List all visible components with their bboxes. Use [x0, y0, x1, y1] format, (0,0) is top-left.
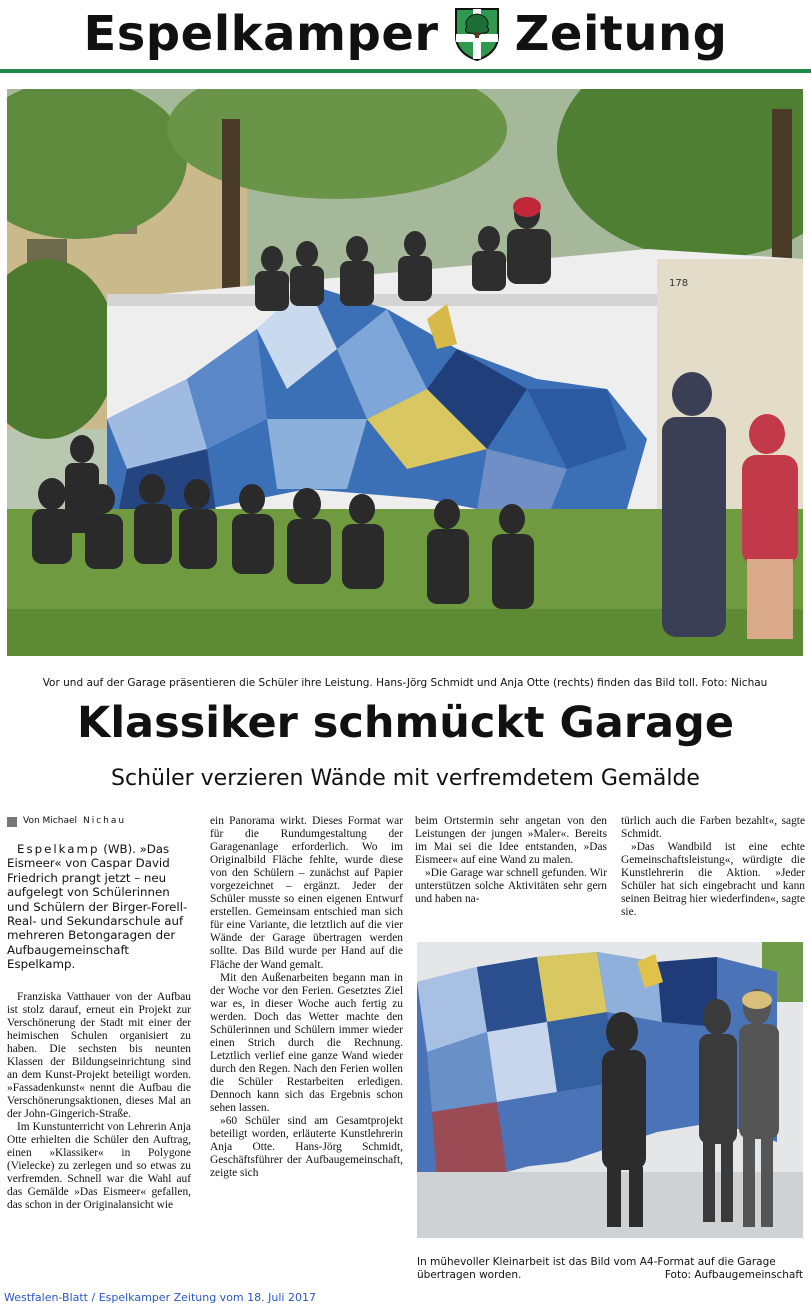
second-photo-credit: Foto: Aufbaugemeinschaft	[664, 1269, 803, 1281]
paragraph: Mit den Außenarbeiten begann man in der Woche vor den Ferien. Gesetztes Ziel war es, in dieser Woche auch fertig zu werden. Doch das Wetter machte den Schülerinnen und Schülern immer wieder einen Strich durch die Rechnung. Letztlich verlief eine ganze Wand wieder durch den Regen. Nach den Ferien wollen die Schüler Restarbeiten erledigen. Dennoch kann sich das Ergebnis schon sehen lassen.	[210, 971, 403, 1115]
paragraph: beim Ortstermin sehr angetan von den Leistungen der jungen »Maler«. Bereits im Mai sei die Idee entstanden, »Das Eismeer« auf eine Wand zu malen.	[415, 815, 607, 867]
lead-text: (WB). »Das Eismeer« von Caspar David Friedrich prangt jetzt – neu aufgelegt von Schülerinnen und Schülern der Birger-Forell-Real- und Sekundarschule auf mehreren Betongaragen der Aufbaugemeinschaft Espelkamp.	[7, 842, 188, 972]
paragraph: »Die Garage war schnell gefunden. Wir unterstützen solche Aktivitäten sehr gern und haben na-	[415, 867, 607, 906]
article-subheadline: Schüler verzieren Wände mit verfremdetem Gemälde	[111, 766, 700, 791]
byline	[7, 815, 191, 828]
second-photo-caption-text: In mühevoller Kleinarbeit ist das Bild vom A4-Format auf die Garage übertragen worden.	[417, 1256, 776, 1281]
main-photo-caption: Vor und auf der Garage präsentieren die Schüler ihre Leistung. Hans-Jörg Schmidt und Anja Otte (rechts) finden das Bild toll. Foto: Nichau	[42, 677, 768, 689]
article-column-1	[7, 815, 191, 1213]
masthead	[0, 0, 811, 68]
paragraph: Im Kunstunterricht von Lehrerin Anja Otte erhielten die Schüler den Auftrag, einen »Klassiker« in Polygone (Vielecke) zu zerlegen und so etwas zu verfremden. Schnell war die Wahl auf das Gemälde »Das Eismeer« gefallen, das schon in der Originalansicht wie	[7, 1121, 191, 1212]
paragraph: ein Panorama wirkt. Dieses Format war für die Rundumgestaltung der Garagenanlage erforderlich. Wo im Originalbild Fläche fehlte, wurde diese von den Schülern – zunächst auf Papier vorgezeichnet – ergänzt. Jeder der Schüler musste so einen eigenen Entwurf erstellen. Gemeinsam entschied man sich für eine Variante, die letztlich auf die vier Wände der Garage übertragen werden sollte. Das Bild wurde per Hand auf die Fläche der Wand gemalt.	[210, 815, 403, 971]
article-column-3	[415, 815, 607, 906]
paragraph: türlich auch die Farben bezahlt«, sagte Schmidt.	[621, 815, 805, 841]
article-column-2	[210, 815, 403, 1180]
source-footer: Westfalen-Blatt / Espelkamper Zeitung vom 18. Juli 2017	[4, 1291, 316, 1304]
masthead-left-word: Espelkamper	[83, 6, 439, 62]
paragraph: »60 Schüler sind am Gesamtprojekt beteiligt worden, erläuterte Kunstlehrerin Anja Otte. Hans-Jörg Schmidt, Geschäftsführer der Aufbaugemeinschaft, zeigte sich	[210, 1115, 403, 1180]
second-photo	[417, 942, 803, 1238]
dateline: Espelkamp	[17, 842, 100, 857]
main-photo-illustration	[7, 89, 803, 656]
masthead-rule	[0, 69, 811, 73]
byline-square-icon	[7, 817, 17, 827]
second-photo-caption	[417, 1256, 803, 1282]
masthead-right-word: Zeitung	[514, 6, 728, 62]
byline-name: Nichau	[83, 816, 127, 826]
second-photo-illustration	[417, 942, 803, 1238]
article-headline: Klassiker schmückt Garage	[77, 698, 734, 748]
town-crest-icon	[453, 6, 501, 62]
garage-number: 178	[669, 278, 689, 289]
paragraph: Franziska Vatthauer von der Aufbau ist stolz darauf, erneut ein Projekt zur Verschönerung der Stadt mit einer der heimischen Schulen organisiert zu haben. Die sechsten bis neunten Klassen der Bildungseinrichtung sind an dem Kunst-Projekt beteiligt worden. »Fassadenkunst« nennt die Aufbau die Verschönerungsaktionen, dieses Mal an der John-Gingerich-Straße.	[7, 990, 191, 1121]
byline-prefix: Von Michael	[23, 816, 77, 826]
article-column-4	[621, 815, 805, 919]
main-photo	[7, 89, 803, 656]
paragraph: »Das Wandbild ist eine echte Gemeinschaftsleistung«, würdigte die Kunstlehrerin die Aktion. »Jeder Schüler hat sich eingebracht und kann seinen Beitrag hier wiederfinden«, sagte sie.	[621, 841, 805, 919]
article-lead	[7, 842, 191, 972]
